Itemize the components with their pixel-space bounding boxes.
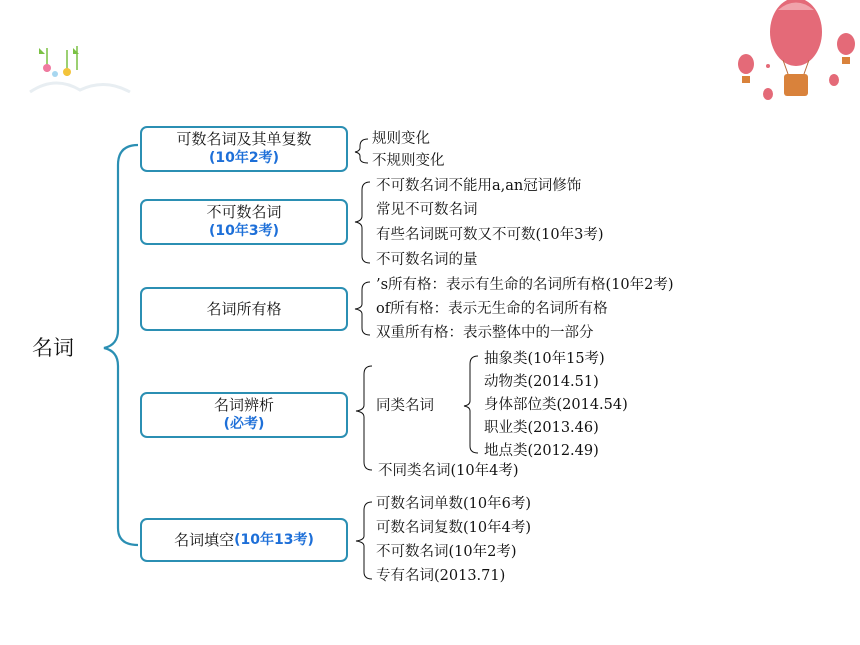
group-item: 抽象类(10年15考)	[484, 351, 605, 367]
branch-exam-count: (10年13考)	[234, 531, 314, 548]
leaf-item: 常见不可数名词	[376, 202, 478, 218]
leaf-item: 双重所有格：表示整体中的一部分	[376, 325, 594, 341]
branch-exam-count: (10年3考)	[208, 223, 280, 239]
branch-title: 名词辨析	[213, 396, 274, 414]
leaf-item: 专有名词(2013.71)	[376, 568, 506, 584]
leaf-item: 不可数名词的量	[376, 252, 478, 268]
branch-title: 不可数名词	[206, 203, 282, 221]
branch-box-possessive	[140, 287, 348, 331]
branch-box-countable	[140, 126, 348, 172]
leaf-item: 有些名词既可数又不可数(10年3考)	[376, 227, 604, 243]
leaf-item: 不可数名词(10年2考)	[376, 544, 517, 560]
branch-box-distinction	[140, 392, 348, 438]
leaf-item: 不规则变化	[372, 153, 445, 169]
branch-box-fill-in	[140, 518, 348, 562]
group-label: 同类名词	[376, 398, 434, 414]
group-item: 动物类(2014.51)	[484, 374, 599, 390]
branch-exam-count: (10年2考)	[208, 150, 280, 166]
group-item: 职业类(2013.46)	[484, 420, 599, 436]
branch-title: 可数名词及其单复数	[176, 130, 312, 148]
leaf-item: 可数名词复数(10年4考)	[376, 520, 531, 536]
group-item: 身体部位类(2014.54)	[484, 397, 628, 413]
branch-title: 名词所有格	[206, 299, 282, 318]
branch-box-uncountable	[140, 199, 348, 245]
leaf-item: 可数名词单数(10年6考)	[376, 496, 531, 512]
branch-exam-count: (必考)	[223, 416, 265, 432]
branch-title: 名词填空	[174, 530, 235, 549]
leaf-item: 不同类名词(10年4考)	[378, 463, 519, 479]
leaf-item: 规则变化	[372, 131, 430, 147]
root-node: 名词	[32, 336, 74, 360]
leaf-item: 不可数名词不能用a,an冠词修饰	[376, 178, 582, 194]
group-item: 地点类(2012.49)	[484, 443, 599, 459]
leaf-item: ’s所有格：表示有生命的名词所有格(10年2考)	[376, 277, 674, 293]
leaf-item: of所有格：表示无生命的名词所有格	[376, 301, 608, 317]
